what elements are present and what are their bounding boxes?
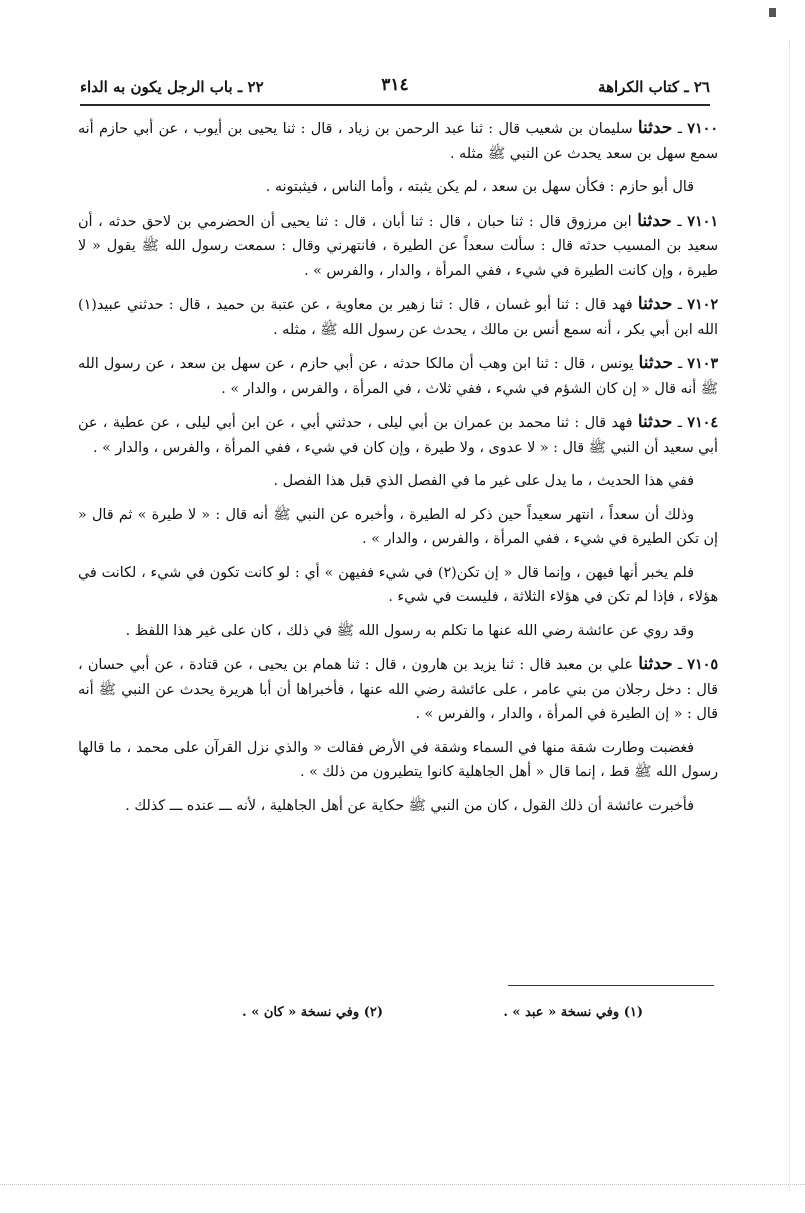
hadith-number: ٧١٠١ bbox=[687, 213, 718, 230]
paragraph-text: ابن مرزوق قال : ثنا حبان ، قال : ثنا أبان ، قال : ثنا يحيى أن الحضرمي بن لاحق حدثه ، أن سعيد بن المسيب حدثه قال : سألت سعداً عن الطيرة ، فانتهرني وقال : سمعت رسول الله ﷺ يقول « لا طيرة ، وإن كانت الطيرة في شيء ، ففي المرأة ، والدار ، والفرس » . bbox=[78, 213, 718, 279]
hadith-paragraph: ٧١٠٣ ـ حدثنا يونس ، قال : ثنا ابن وهب أن مالكا حدثه ، عن أبي حازم ، عن سهل بن سعد ، عن رسول الله ﷺ أنه قال « إن كان الشؤم في شيء ، ففي ثلاث ، في المرأة ، والفرس ، والدار » . bbox=[78, 353, 719, 397]
hadith-number: ٧١٠٠ bbox=[687, 121, 719, 137]
page-header bbox=[80, 72, 710, 102]
scan-margin-line bbox=[789, 40, 790, 1190]
scan-edge-mark bbox=[769, 8, 776, 17]
paragraph-text: وقد روي عن عائشة رضي الله عنها ما تكلم به رسول الله ﷺ في ذلك ، كان على غير هذا اللفظ . bbox=[125, 622, 694, 639]
narration-keyword: حدثنا bbox=[638, 654, 673, 674]
commentary-paragraph bbox=[78, 469, 718, 494]
header-divider bbox=[80, 104, 710, 106]
hadith-number: ٧١٠٢ bbox=[687, 297, 718, 313]
paragraph-text: فلم يخبر أنها فيهن ، وإنما قال « إن تكن(٢) في شيء ففيهن » أي : لو كانت تكون في شيء ، لكانت في هؤلاء ، فإذا لم تكن في هؤلاء الثلاثة ، فليست في شيء . bbox=[78, 564, 718, 605]
commentary-paragraph bbox=[78, 503, 718, 552]
paragraph-text: يونس ، قال : ثنا ابن وهب أن مالكا حدثه ، عن أبي حازم ، عن سهل بن سعد ، عن رسول الله ﷺ أنه قال « إن كان الشؤم في شيء ، ففي ثلاث ، في المرأة ، والفرس ، والدار » . bbox=[78, 356, 718, 397]
narration-keyword: حدثنا bbox=[637, 412, 673, 432]
paragraph-text: فغضبت وطارت شقة منها في السماء وشقة في الأرض فقالت « والذي نزل القرآن على محمد ، ما قالها رسول الله ﷺ قط ، إنما قال « أهل الجاهلية كانوا يتطيرون من ذلك » . bbox=[78, 739, 718, 780]
narration-keyword: حدثنا bbox=[637, 210, 672, 231]
commentary-paragraph bbox=[78, 619, 718, 644]
hadith-paragraph: ٧١٠٢ ـ حدثنا فهد قال : ثنا أبو غسان ، قال : ثنا زهير بن معاوية ، عن عتبة بن حميد ، قال : حدثني عبيد(١) الله ابن أبي بكر ، أنه سمع أنس بن مالك ، يحدث عن رسول الله ﷺ ، مثله . bbox=[78, 294, 718, 338]
narration-keyword: حدثنا bbox=[637, 294, 673, 314]
paragraph-text: ففي هذا الحديث ، ما يدل على غير ما في الفصل الذي قبل هذا الفصل . bbox=[273, 473, 694, 489]
narration-keyword: حدثنا bbox=[638, 353, 674, 373]
main-text bbox=[78, 116, 718, 827]
footnote-1: (١) وفي نسخة « عبد » . bbox=[503, 1005, 643, 1020]
hadith-number: ٧١٠٥ bbox=[687, 657, 718, 673]
hadith-paragraph: ٧١٠١ ـ حدثنا ابن مرزوق قال : ثنا حبان ، قال : ثنا أبان ، قال : ثنا يحيى أن الحضرمي بن لاحق حدثه ، أن سعيد بن المسيب حدثه قال : سألت سعداً عن الطيرة ، فانتهرني وقال : سمعت رسول الله ﷺ يقول « لا طيرة ، وإن كانت الطيرة في شيء ، ففي المرأة ، والدار ، والفرس » . bbox=[78, 210, 718, 279]
paragraph-text: فهد قال : ثنا محمد بن عمران بن أبي ليلى ، حدثني أبي ، عن ابن أبي ليلى ، عن عطية ، عن أبي سعيد أن النبي ﷺ قال : « لا عدوى ، ولا طيرة ، وإن كان في شيء ، ففي المرأة ، والفرس ، والدار » . bbox=[78, 415, 718, 456]
hadith-paragraph: ٧١٠٠ ـ حدثنا سليمان بن شعيب قال : ثنا عبد الرحمن بن زياد ، قال : ثنا يحيى بن أيوب ، عن أبي حازم أنه سمع سهل بن سعد يحدث عن النبي ﷺ مثله . bbox=[78, 118, 719, 162]
commentary-paragraph bbox=[78, 794, 718, 819]
paragraph-text: علي بن معبد قال : ثنا يزيد بن هارون ، قال : ثنا همام بن يحيى ، عن قتادة ، عن أبي حسان ، قال : دخل رجلان من بني عامر ، على عائشة رضي الله عنها ، فأخبراها أن أبا هريرة يحدث عن النبي ﷺ أنه قال : « إن الطيرة في المرأة ، والدار ، والفرس » . bbox=[78, 657, 718, 722]
footnote-divider bbox=[508, 985, 714, 986]
paragraph-text: سليمان بن شعيب قال : ثنا عبد الرحمن بن زياد ، قال : ثنا يحيى بن أيوب ، عن أبي حازم أنه سمع سهل بن سعد يحدث عن النبي ﷺ مثله . bbox=[78, 121, 718, 162]
hadith-paragraph: ٧١٠٥ ـ حدثنا علي بن معبد قال : ثنا يزيد بن هارون ، قال : ثنا همام بن يحيى ، عن قتادة ، عن أبي حسان ، قال : دخل رجلان من بني عامر ، على عائشة رضي الله عنها ، فأخبراها أن أبا هريرة يحدث عن النبي ﷺ أنه قال : « إن الطيرة في المرأة ، والدار ، والفرس » . bbox=[78, 654, 718, 722]
header-chapter-title: ٢٢ ـ باب الرجل يكون به الداء bbox=[80, 78, 264, 96]
page-number: ٣١٤ bbox=[381, 75, 409, 95]
hadith-number: ٧١٠٣ bbox=[687, 356, 719, 372]
commentary-paragraph bbox=[78, 561, 718, 610]
paragraph-text: فهد قال : ثنا أبو غسان ، قال : ثنا زهير بن معاوية ، عن عتبة بن حميد ، قال : حدثني عبيد(١) الله ابن أبي بكر ، أنه سمع أنس بن مالك ، يحدث عن رسول الله ﷺ ، مثله . bbox=[78, 297, 718, 338]
commentary-paragraph bbox=[78, 736, 718, 785]
header-book-title: ٢٦ ـ كتاب الكراهة bbox=[598, 78, 710, 96]
hadith-paragraph: ٧١٠٤ ـ حدثنا فهد قال : ثنا محمد بن عمران بن أبي ليلى ، حدثني أبي ، عن ابن أبي ليلى ، عن عطية ، عن أبي سعيد أن النبي ﷺ قال : « لا عدوى ، ولا طيرة ، وإن كان في شيء ، ففي المرأة ، والفرس ، والدار » . bbox=[78, 412, 719, 456]
paragraph-text: فأخبرت عائشة أن ذلك القول ، كان من النبي ﷺ حكاية عن أهل الجاهلية ، لأنه ـــ عنده ـــ كذلك . bbox=[125, 797, 694, 814]
footnote-2: (٢) وفي نسخة « كان » . bbox=[242, 1005, 383, 1020]
hadith-number: ٧١٠٤ bbox=[687, 415, 719, 431]
scan-bottom-line bbox=[0, 1184, 805, 1185]
narration-keyword: حدثنا bbox=[637, 118, 673, 138]
paragraph-text: قال أبو حازم : فكأن سهل بن سعد ، لم يكن يثبته ، وأما الناس ، فيثبتونه . bbox=[265, 179, 694, 195]
commentary-paragraph bbox=[78, 175, 718, 200]
paragraph-text: وذلك أن سعداً ، انتهر سعيداً حين ذكر له الطيرة ، وأخبره عن النبي ﷺ أنه قال : « لا طيرة » ثم قال « إن تكن الطيرة في شيء ، ففي المرأة ، والفرس ، والدار » . bbox=[78, 506, 718, 547]
